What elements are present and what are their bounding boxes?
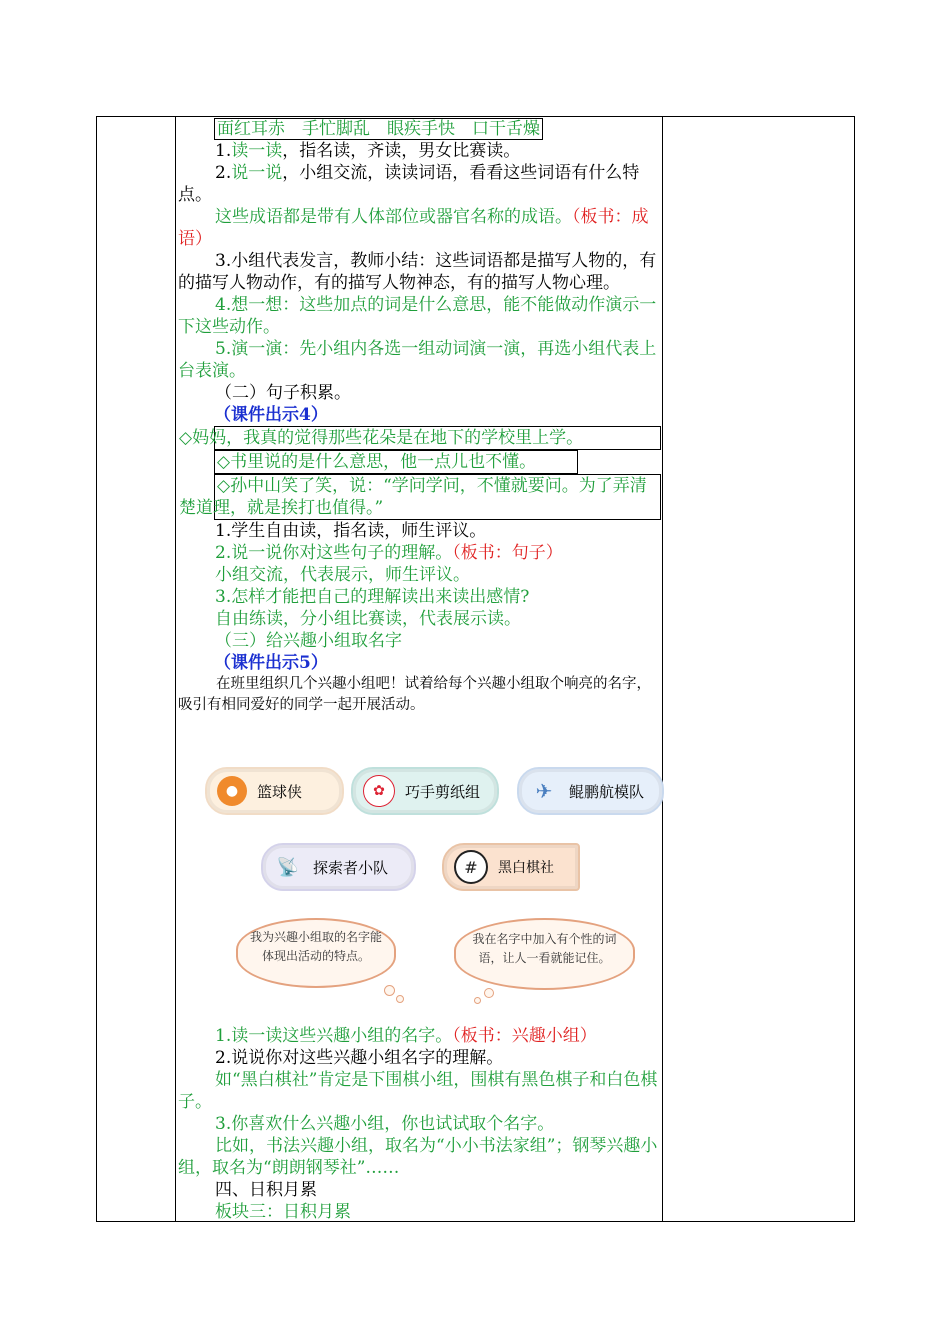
- step-practice: 自由练读，分小组比赛读，代表展示读。: [215, 609, 521, 629]
- section-sentences: （二）句子积累。: [215, 383, 351, 403]
- papercut-icon: ✿: [363, 775, 395, 807]
- step-read: 1.读一读，指名读，齐读，男女比赛读。: [215, 141, 521, 161]
- step-think: 4.想一想：这些加点的词是什么意思，能不能做动作演示一下这些动作。: [178, 295, 657, 337]
- step-summary: 3.小组代表发言，教师小结：这些词语都是描写人物的，有的描写人物动作，有的描写人物神态，有的描写人物心理。: [178, 251, 657, 293]
- idioms-line: 面红耳赤 手忙脚乱 眼疾手快 口干舌燥: [214, 118, 661, 140]
- sentence-box-2: ◇书里说的是什么意思，他一点儿也不懂。: [214, 450, 578, 474]
- airplane-icon: ✈: [535, 779, 553, 803]
- step-emotion: 3.怎样才能把自己的理解读出来读出感情?: [215, 587, 530, 607]
- section-accumulate: 四、日积月累: [215, 1180, 317, 1200]
- group-explorer: 📡 探索者小队: [261, 843, 416, 891]
- group-basketball: ● 篮球侠: [205, 767, 344, 815]
- step-act: 5.演一演：先小组内各选一组动词演一演，再选小组代表上台表演。: [178, 339, 657, 381]
- step-make-name: 3.你喜欢什么兴趣小组，你也试试取个名字。: [215, 1114, 555, 1134]
- thought-dot: [474, 997, 481, 1004]
- step-group-share: 小组交流，代表展示，师生评议。: [215, 565, 470, 585]
- section-naming: （三）给兴趣小组取名字: [215, 631, 402, 651]
- step-say: 2.说一说，小组交流，读读词语，看看这些词语有什么特点。: [178, 163, 640, 205]
- go-club-example: 如“黑白棋社”肯定是下围棋小组，围棋有黑色棋子和白色棋子。: [178, 1070, 658, 1112]
- thought-cloud-right: 我在名字中加入有个性的词语，让人一看就能记住。: [454, 918, 635, 990]
- group-papercut: ✿ 巧手剪纸组: [351, 767, 499, 815]
- lesson-content-lower: [178, 1025, 661, 1223]
- step-understand: 2.说一说你对这些句子的理解。（板书：句子）: [215, 543, 563, 563]
- thought-cloud-left: 我为兴趣小组取的名字能体现出活动的特点。: [236, 918, 396, 988]
- thought-dot: [484, 988, 494, 998]
- step-read-names: 1.读一读这些兴趣小组的名字。（板书：兴趣小组）: [215, 1026, 597, 1046]
- table-right-column: [662, 117, 854, 1221]
- table-left-column: [97, 117, 176, 1221]
- group-model: ✈ 鲲鹏航模队: [517, 767, 664, 815]
- block-three-heading: 板块三：日积月累: [215, 1202, 351, 1222]
- step-free-read: 1.学生自由读，指名读，师生评议。: [215, 521, 487, 541]
- go-board-icon: #: [454, 850, 488, 884]
- thought-dot: [384, 985, 395, 996]
- naming-instructions: 在班里组织几个兴趣小组吧！试着给每个兴趣小组取个响亮的名字，吸引有相同爱好的同学一起开展活动。: [178, 676, 651, 713]
- group-go: # 黑白棋社: [442, 843, 580, 891]
- lesson-content: [178, 118, 661, 716]
- sentence-box-1: ◇妈妈，我真的觉得那些花朵是在地下的学校里上学。: [214, 426, 661, 450]
- radar-dish-icon: 📡: [276, 856, 300, 878]
- sentence-box-3: ◇孙中山笑了笑，说：“学问学问，不懂就要问。为了弄清楚道理，就是挨打也值得。”: [214, 474, 661, 520]
- idiom-summary: 这些成语都是带有人体部位或器官名称的成语。（板书：成语）: [178, 207, 649, 249]
- naming-example: 比如，书法兴趣小组，取名为“小小书法家组”；钢琴兴趣小组，取名为“朗朗钢琴社”……: [178, 1136, 658, 1178]
- step-understand-names: 2.说说你对这些兴趣小组名字的理解。: [215, 1048, 504, 1068]
- basketball-icon: ●: [217, 776, 247, 806]
- slide-4-label: （课件出示4）: [214, 405, 328, 425]
- slide-5-label: （课件出示5）: [214, 653, 328, 673]
- thought-dot: [396, 995, 404, 1003]
